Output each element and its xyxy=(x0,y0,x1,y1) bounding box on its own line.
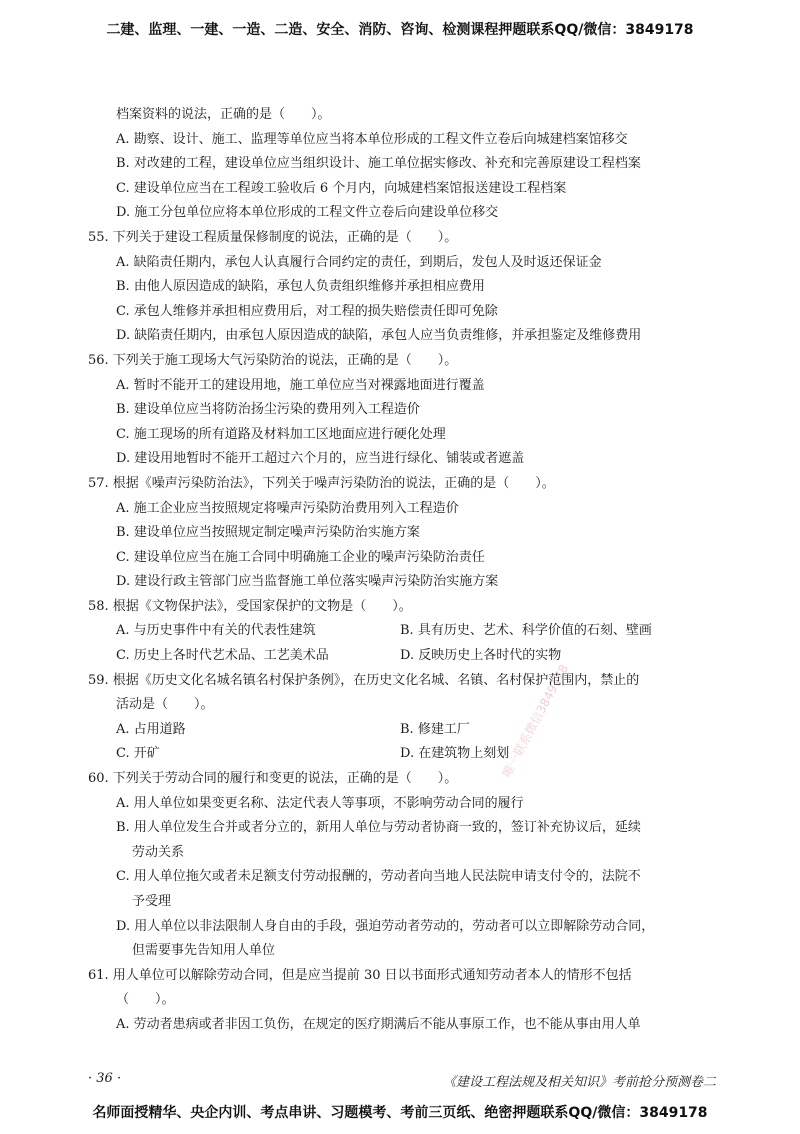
q55-option-c: C. 承包人维修并承担相应费用后，对工程的损失赔偿责任即可免除 xyxy=(116,303,498,319)
q61-stem: 61. 用人单位可以解除劳动合同，但是应当提前 30 日以书面形式通知劳动者本人的情形不包括 xyxy=(88,967,632,983)
q60-option-d: D. 用人单位以非法限制人身自由的手段，强迫劳动者劳动的，劳动者可以立即解除劳动合同， xyxy=(116,918,655,934)
q54-option-d: D. 施工分包单位应将本单位形成的工程文件立卷后向建设单位移交 xyxy=(116,205,499,221)
q61-stem-continuation: （ ）。 xyxy=(116,992,175,1008)
q60-option-b: B. 用人单位发生合并或者分立的，新用人单位与劳动者协商一致的，签订补充协议后，延续 xyxy=(116,820,641,836)
q60-option-c-continuation: 予受理 xyxy=(132,894,172,909)
q60-option-a: A. 用人单位如果变更名称、法定代表人等事项，不影响劳动合同的履行 xyxy=(116,795,524,811)
q57-option-b: B. 建设单位应当按照规定制定噪声污染防治实施方案 xyxy=(116,525,420,541)
q59-options-row-2 xyxy=(88,742,716,767)
q54-option-b: B. 对改建的工程，建设单位应当组织设计、施工单位据实修改、补充和完善原建设工程档案 xyxy=(116,156,641,172)
q59-options-row-1 xyxy=(88,718,716,743)
page-footer xyxy=(88,1071,716,1090)
q58-option-c: C. 历史上各时代艺术品、工艺美术品 xyxy=(116,648,329,664)
q56-option-b: B. 建设单位应当将防治扬尘污染的费用列入工程造价 xyxy=(116,402,420,418)
q57-option-d: D. 建设行政主管部门应当监督施工单位落实噪声污染防治实施方案 xyxy=(116,574,499,590)
q55-option-d: D. 缺陷责任期内，由承包人原因造成的缺陷，承包人应当负责维修，并承担鉴定及维修费用 xyxy=(116,328,642,344)
q56-option-a: A. 暂时不能开工的建设用地，施工单位应当对裸露地面进行覆盖 xyxy=(116,377,485,393)
q56-option-c: C. 施工现场的所有道路及材料加工区地面应进行硬化处理 xyxy=(116,426,446,442)
q60-option-c: C. 用人单位拖欠或者未足额支付劳动报酬的，劳动者向当地人民法院申请支付令的，法院不 xyxy=(116,869,641,885)
q55-option-b: B. 由他人原因造成的缺陷，承包人负责组织维修并承担相应费用 xyxy=(116,279,485,295)
q59-stem-continuation: 活动是（ ）。 xyxy=(116,697,214,713)
q59-option-d: D. 在建筑物上刻划 xyxy=(400,746,510,762)
header-banner: 二建、监理、一建、一造、二造、安全、消防、咨询、检测课程押题联系QQ/微信：3849178 xyxy=(106,22,694,38)
q56-stem: 56. 下列关于施工现场大气污染防治的说法，正确的是（ ）。 xyxy=(88,352,458,368)
q61-option-a: A. 劳动者患病或者非因工负伤，在规定的医疗期满后不能从事原工作，也不能从事由用人单 xyxy=(116,1016,641,1032)
q59-option-a: A. 占用道路 xyxy=(116,721,186,737)
q59-option-c: C. 开矿 xyxy=(116,746,160,762)
question-content xyxy=(88,103,716,1038)
watermark: 唯一联系微信3849178 xyxy=(499,662,572,780)
q58-option-d: D. 反映历史上各时代的实物 xyxy=(400,648,562,664)
q60-stem: 60. 下列关于劳动合同的履行和变更的说法，正确的是（ ）。 xyxy=(88,771,458,787)
q54-option-c: C. 建设单位应当在工程竣工验收后 6 个月内，向城建档案馆报送建设工程档案 xyxy=(116,180,567,196)
footer-banner: 名师面授精华、央企内训、考点串讲、习题模考、考前三页纸、绝密押题联系QQ/微信：3849178 xyxy=(92,1105,708,1121)
q58-option-a: A. 与历史事件中有关的代表性建筑 xyxy=(116,623,316,639)
q57-option-a: A. 施工企业应当按照规定将噪声污染防治费用列入工程造价 xyxy=(116,500,459,516)
q54-stem-continuation: 档案资料的说法，正确的是（ ）。 xyxy=(116,107,331,122)
q57-stem: 57. 根据《噪声污染防治法》，下列关于噪声污染防治的说法，正确的是（ ）。 xyxy=(88,475,555,491)
q56-option-d: D. 建设用地暂时不能开工超过六个月的，应当进行绿化、铺装或者遮盖 xyxy=(116,451,525,467)
q59-option-b: B. 修建工厂 xyxy=(400,721,470,737)
q60-option-b-continuation: 劳动关系 xyxy=(132,844,185,860)
q55-stem: 55. 下列关于建设工程质量保修制度的说法，正确的是（ ）。 xyxy=(88,229,458,245)
q58-stem: 58. 根据《文物保护法》，受国家保护的文物是（ ）。 xyxy=(88,598,412,614)
q57-option-c: C. 建设单位应当在施工合同中明确施工企业的噪声污染防治责任 xyxy=(116,549,485,565)
q58-options-row-1 xyxy=(88,619,716,644)
q58-option-b: B. 具有历史、艺术、科学价值的石刻、壁画 xyxy=(400,623,652,639)
page-number: · 36 · xyxy=(88,1071,122,1086)
book-title: 《建设工程法规及相关知识》考前抢分预测卷二 xyxy=(442,1075,716,1090)
q54-option-a: A. 勘察、设计、施工、监理等单位应当将本单位形成的工程文件立卷后向城建档案馆移交 xyxy=(116,131,628,147)
q60-option-d-continuation: 但需要事先告知用人单位 xyxy=(132,943,276,959)
q58-options-row-2 xyxy=(88,644,716,669)
q59-stem: 59. 根据《历史文化名城名镇名村保护条例》，在历史文化名城、名镇、名村保护范围内，禁止的 xyxy=(88,672,640,688)
q55-option-a: A. 缺陷责任期内，承包人认真履行合同约定的责任，到期后，发包人及时返还保证金 xyxy=(116,254,602,270)
